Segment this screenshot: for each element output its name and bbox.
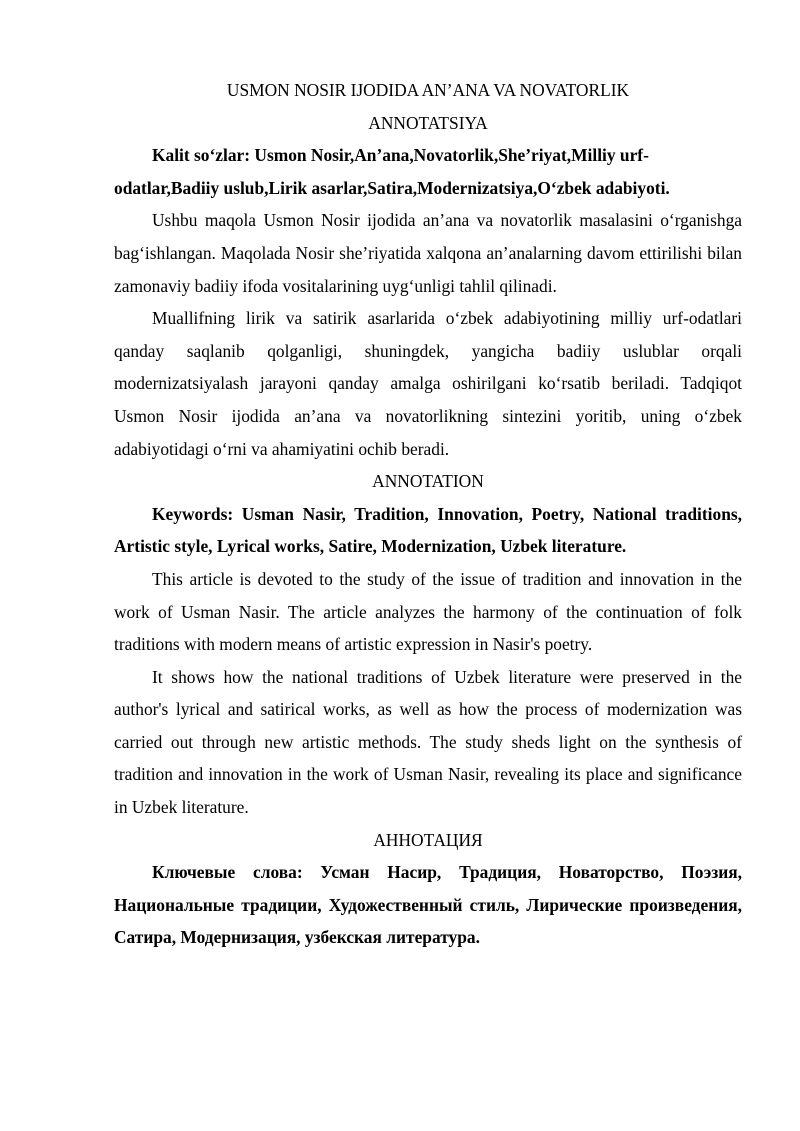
en-annotation-heading: ANNOTATION	[372, 471, 484, 492]
en-keywords: Keywords: Usman Nasir, Tradition, Innovation, Poetry, National traditions, Artistic style, Lyrical works, Satire, Modernization, Uzbek literature.	[114, 503, 742, 557]
article-title: USMON NOSIR IJODIDA AN’ANA VA NOVATORLIK	[226, 80, 630, 100]
uz-paragraph-2: Muallifning lirik va satirik asarlarida o‘zbek adabiyotining milliy urf-odatlari qanday saqlanib qolganligi, shuningdek, yangicha badiiy uslublar orqali modernizatsiyalash jarayoni qanday amalga oshirilgani ko‘rsatib beriladi. Tadqiqot Usmon Nosir ijodida an’ana va novatorlikning sintezini yoritib, uning o‘zbek adabiyotidagi o‘rni va ahamiyatini ochib beradi.	[114, 308, 742, 459]
ru-annotation-heading: АННОТАЦИЯ	[373, 829, 483, 850]
uz-keywords: Kalit so‘zlar: Usmon Nosir,An’ana,Novatorlik,She’riyat,Milliy urf-odatlar,Badiiy uslub,Lirik asarlar,Satira,Modernizatsiya,O‘zbek adabiyoti.	[114, 145, 670, 198]
ru-keywords: Ключевые слова: Усман Насир, Традиция, Новаторство, Поэзия, Национальные традиции, Художественный стиль, Лирические произведения, Сатира, Модернизация, узбекская литература.	[114, 862, 742, 948]
document-page	[114, 74, 742, 954]
en-paragraph-2: It shows how the national traditions of Uzbek literature were preserved in the author's lyrical and satirical works, as well as how the process of modernization was carried out through new artistic methods. The study sheds light on the synthesis of tradition and innovation in the work of Usman Nasir, revealing its place and significance in Uzbek literature.	[114, 666, 742, 818]
uz-paragraph-1: Ushbu maqola Usmon Nosir ijodida an’ana va novatorlik masalasini o‘rganishga bag‘ishlangan. Maqolada Nosir she’riyatida xalqona an’analarning davom ettirilishi bilan zamonaviy badiiy ifoda vositalarining uyg‘unligi tahlil qilinadi.	[114, 210, 742, 296]
en-paragraph-1: This article is devoted to the study of the issue of tradition and innovation in the work of Usman Nasir. The article analyzes the harmony of the continuation of folk traditions with modern means of artistic expression in Nasir's poetry.	[114, 568, 742, 655]
uz-annotation-heading: ANNOTATSIYA	[368, 112, 488, 133]
